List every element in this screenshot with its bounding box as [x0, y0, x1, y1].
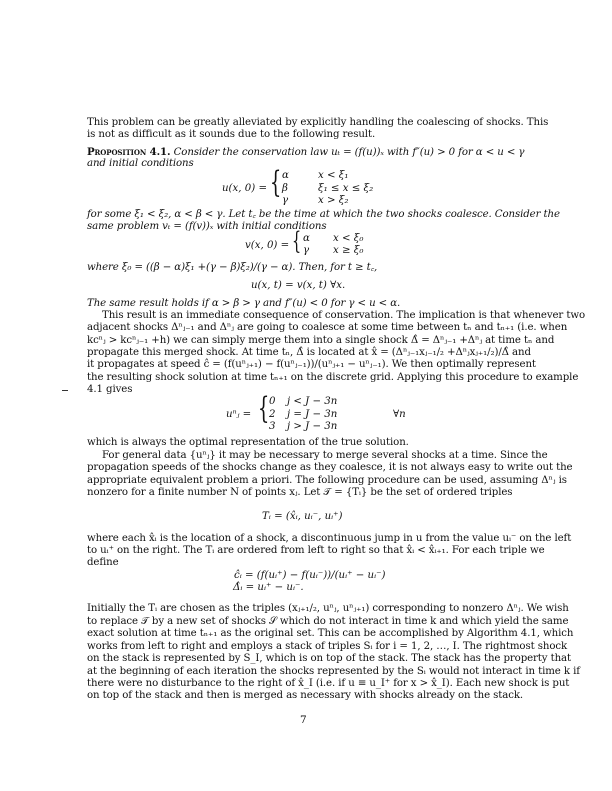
case-condition: ξ₁ ≤ x ≤ ξ₂ — [318, 183, 374, 194]
case-condition: j = J − 3n — [287, 409, 338, 420]
text-line: exact solution at time tₙ₊₁ as the original set. This can be accomplished by Algorithm 4.1, which — [87, 628, 574, 639]
text-line: to uᵢ⁺ on the right. The Tᵢ are ordered from left to right so that x̂ᵢ < x̂ᵢ₊₁. For each triple we — [87, 545, 545, 556]
equation-ci: ĉᵢ = (f(uᵢ⁺) − f(uᵢ⁻))/(uᵢ⁺ − uᵢ⁻) — [234, 570, 386, 581]
equation-uv: u(x, t) = v(x, t) ∀x. — [251, 280, 346, 291]
case-condition: x ≥ ξ₀ — [333, 245, 364, 256]
brace: { — [269, 165, 282, 200]
text-line: at the beginning of each iteration the shocks represented by the Sᵢ would not interact in time k if — [87, 666, 580, 677]
case-condition: x < ξ₀ — [333, 233, 364, 244]
text-line: for some ξ₁ < ξ₂, α < β < γ. Let t꜀ be the time at which the two shocks coalesce. Consider the — [87, 209, 560, 220]
text-line: kcⁿⱼ > kcⁿⱼ₋₁ +h) we can simply merge them into a single shock Δ̂ = Δⁿⱼ₋₁ +Δⁿⱼ at time tₙ and — [87, 335, 555, 346]
text-line: it propagates at speed ĉ = (f(uⁿⱼ₊₁) − f(uⁿⱼ₋₁))/(uⁿⱼ₊₁ − uⁿⱼ₋₁). We then optimally represent — [87, 359, 536, 370]
text-line: propagation speeds of the shocks change as they coalesce, it is not always easy to write out the — [87, 462, 573, 473]
text-line: 4.1 gives — [87, 384, 133, 395]
text-line: is not as difficult as it sounds due to the following result. — [87, 129, 376, 140]
case-value: α — [282, 170, 289, 181]
text-line: This result is an immediate consequence of conservation. The implication is that whenever two — [102, 310, 585, 321]
case-value: 0 — [269, 396, 276, 407]
case-value: 2 — [269, 409, 276, 420]
text-line: on top of the stack and then is merged as necessary with shocks already on the stack. — [87, 690, 524, 701]
brace: { — [257, 391, 270, 426]
text-line: the resulting shock solution at time tₙ₊₁ on the discrete grid. Applying this procedure to example — [87, 372, 579, 383]
brace: { — [292, 227, 302, 255]
text-line: For general data {uⁿⱼ} it may be necessary to merge several shocks at a time. Since the — [102, 450, 548, 461]
text-line: there were no disturbance to the right of x̂_I (i.e. if u ≡ u_I⁺ for x > x̂_I). Each new shock is put — [87, 678, 570, 689]
case-value: β — [282, 183, 288, 194]
proposition-label: Proposition 4.1. — [87, 146, 171, 158]
text-line: and initial conditions — [87, 158, 194, 169]
text-line: appropriate equivalent problem a priori. The following procedure can be used, assuming Δⁿⱼ is — [87, 475, 567, 486]
text-line: This problem can be greatly alleviated by explicitly handling the coalescing of shocks. This — [87, 117, 549, 128]
text-line: to replace 𝒯 by a new set of shocks 𝒮 which do not interact in time k and which yield the same — [87, 616, 569, 627]
text-line: nonzero for a finite number N of points xⱼ. Let 𝒯 = {Tᵢ} be the set of ordered triples — [87, 487, 513, 498]
case-value: α — [303, 233, 310, 244]
text-line: propagate this merged shock. At time tₙ, Δ̂ is located at x̂ = (Δⁿⱼ₋₁xⱼ₋₁/₂ +Δⁿⱼxⱼ₊₁/₂)/Δ̂ and — [87, 347, 531, 358]
text-line: which is always the optimal representation of the true solution. — [87, 437, 409, 448]
text-line: define — [87, 557, 119, 568]
case-condition: j < J − 3n — [287, 396, 338, 407]
text-line: on the stack is represented by S_I, which is on top of the stack. The stack has the property that — [87, 653, 572, 664]
equation-di: Δ̂ᵢ = uᵢ⁺ − uᵢ⁻. — [233, 582, 304, 593]
equation-lhs: u(x, 0) = — [222, 183, 267, 194]
text-line: where each x̂ᵢ is the location of a shock, a discontinuous jump in u from the value uᵢ⁻ on the left — [87, 533, 572, 544]
case-value: 3 — [269, 421, 276, 432]
text-line: works from left to right and employs a stack of triples Sᵢ for i = 1, 2, …, I. The rightmost shock — [87, 641, 568, 652]
equation-quantifier: ∀n — [393, 409, 406, 420]
text-line: where ξ₀ = ((β − α)ξ₁ +(γ − β)ξ₂)/(γ − α). Then, for t ≥ t꜀, — [87, 262, 378, 273]
equation-lhs: v(x, 0) = — [245, 240, 290, 251]
text-line: same problem vₜ = (f(v))ₓ with initial conditions — [87, 221, 327, 232]
text-line: The same result holds if α > β > γ and f″(u) < 0 for γ < u < α. — [87, 298, 401, 309]
case-value: γ — [282, 195, 289, 206]
case-condition: j > J − 3n — [287, 421, 338, 432]
case-value: γ — [303, 245, 310, 256]
case-condition: x < ξ₁ — [318, 170, 349, 181]
text-line: adjacent shocks Δⁿⱼ₋₁ and Δⁿⱼ are going to coalesce at some time between tₙ and tₙ₊₁ (i.e. when — [87, 322, 568, 333]
text-line: Initially the Tᵢ are chosen as the triples (xⱼ₊₁/₂, uⁿⱼ, uⁿⱼ₊₁) corresponding to nonzero Δⁿⱼ. We wish — [87, 603, 569, 614]
case-condition: x > ξ₂ — [318, 195, 349, 206]
equation-ti: Tᵢ = (x̂ᵢ, uᵢ⁻, uᵢ⁺) — [262, 511, 343, 522]
equation-lhs: uⁿⱼ = — [226, 409, 252, 420]
margin-mark — [62, 390, 68, 391]
text-line: Consider the conservation law uₜ = (f(u))ₓ with f″(u) > 0 for α < u < γ — [173, 147, 525, 158]
page-number: 7 — [300, 714, 307, 726]
